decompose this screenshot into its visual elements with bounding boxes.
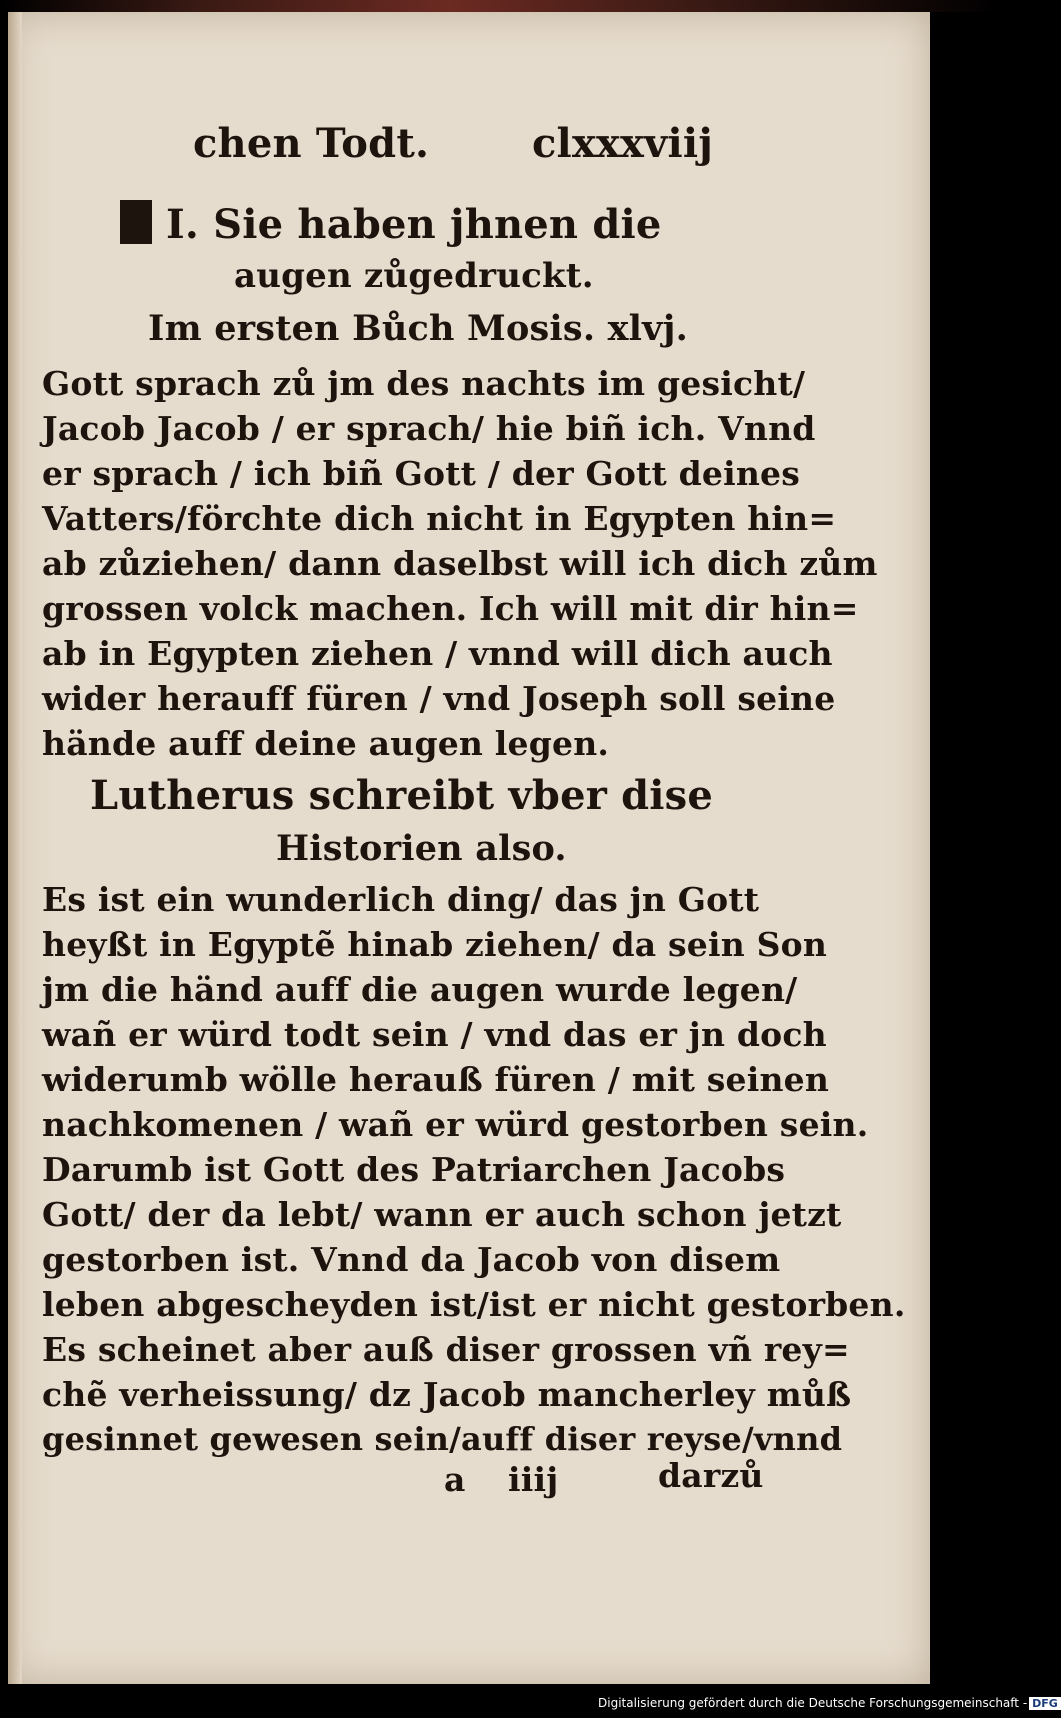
paragraph2-line: leben abgescheyden ist/ist er nicht gestorben. xyxy=(42,1285,906,1324)
paragraph2-line: nachkomenen / wañ er würd gestorben sein. xyxy=(42,1105,869,1144)
paragraph2-line: wañ er würd todt sein / vnd das er jn doch xyxy=(42,1015,827,1054)
paragraph2-line: Gott/ der da lebt/ wann er auch schon jetzt xyxy=(42,1195,842,1234)
book-page xyxy=(8,12,930,1684)
paragraph2-line: chẽ verheissung/ dz Jacob mancherley můß xyxy=(42,1375,852,1414)
citation: Im ersten Bůch Mosis. xlvj. xyxy=(148,308,688,349)
signature-number: iiij xyxy=(508,1460,559,1499)
paragraph2-line: gestorben ist. Vnnd da Jacob von disem xyxy=(42,1240,781,1279)
pilcrow-icon xyxy=(120,200,152,244)
section-heading-line2: augen zůgedruckt. xyxy=(234,256,594,296)
paragraph1-line: ab zůziehen/ dann daselbst will ich dich zům xyxy=(42,544,878,583)
paragraph2-line: Es ist ein wunderlich ding/ das jn Gott xyxy=(42,880,760,919)
subheading-line2: Historien also. xyxy=(276,828,567,869)
paragraph1-line: hände auff deine augen legen. xyxy=(42,724,610,763)
paragraph1-line: wider herauff füren / vnd Joseph soll seine xyxy=(42,679,836,718)
paragraph1-line: Gott sprach zů jm des nachts im gesicht/ xyxy=(42,364,806,403)
subheading-line1: Lutherus schreibt vber dise xyxy=(90,772,714,819)
paragraph2-line: widerumb wölle herauß füren / mit seinen xyxy=(42,1060,830,1099)
paragraph2-line: heyßt in Egyptẽ hinab ziehen/ da sein Son xyxy=(42,925,828,964)
paragraph1-line: er sprach / ich biñ Gott / der Gott deines xyxy=(42,454,801,493)
paragraph1-line: Vatters/förchte dich nicht in Egypten hin= xyxy=(42,499,837,538)
paragraph1-line: Jacob Jacob / er sprach/ hie biñ ich. Vnnd xyxy=(42,409,816,448)
top-edge-strip xyxy=(0,0,1000,12)
section-heading-line1 xyxy=(120,200,662,248)
section-heading-text: I. Sie haben jhnen die xyxy=(166,201,662,248)
running-head-right: clxxxviij xyxy=(532,120,713,167)
footer-text: Digitalisierung gefördert durch die Deutsche Forschungsgemeinschaft - xyxy=(598,1696,1028,1710)
paragraph1-line: ab in Egypten ziehen / vnnd will dich auch xyxy=(42,634,833,673)
paragraph1-line: grossen volck machen. Ich will mit dir hin= xyxy=(42,589,859,628)
funding-footer xyxy=(598,1696,1058,1714)
signature-mark: a xyxy=(444,1460,466,1499)
paragraph2-line: Es scheinet aber auß diser grossen vñ rey= xyxy=(42,1330,850,1369)
paragraph2-line: gesinnet gewesen sein/auff diser reyse/vnnd xyxy=(42,1420,843,1458)
paragraph2-line: jm die händ auff die augen wurde legen/ xyxy=(42,970,798,1009)
page-text xyxy=(8,12,930,1684)
catchword: darzů xyxy=(658,1456,764,1495)
dfg-logo: DFG xyxy=(1029,1697,1061,1710)
running-head-left: chen Todt. xyxy=(193,120,430,167)
paragraph2-line: Darumb ist Gott des Patriarchen Jacobs xyxy=(42,1150,786,1189)
